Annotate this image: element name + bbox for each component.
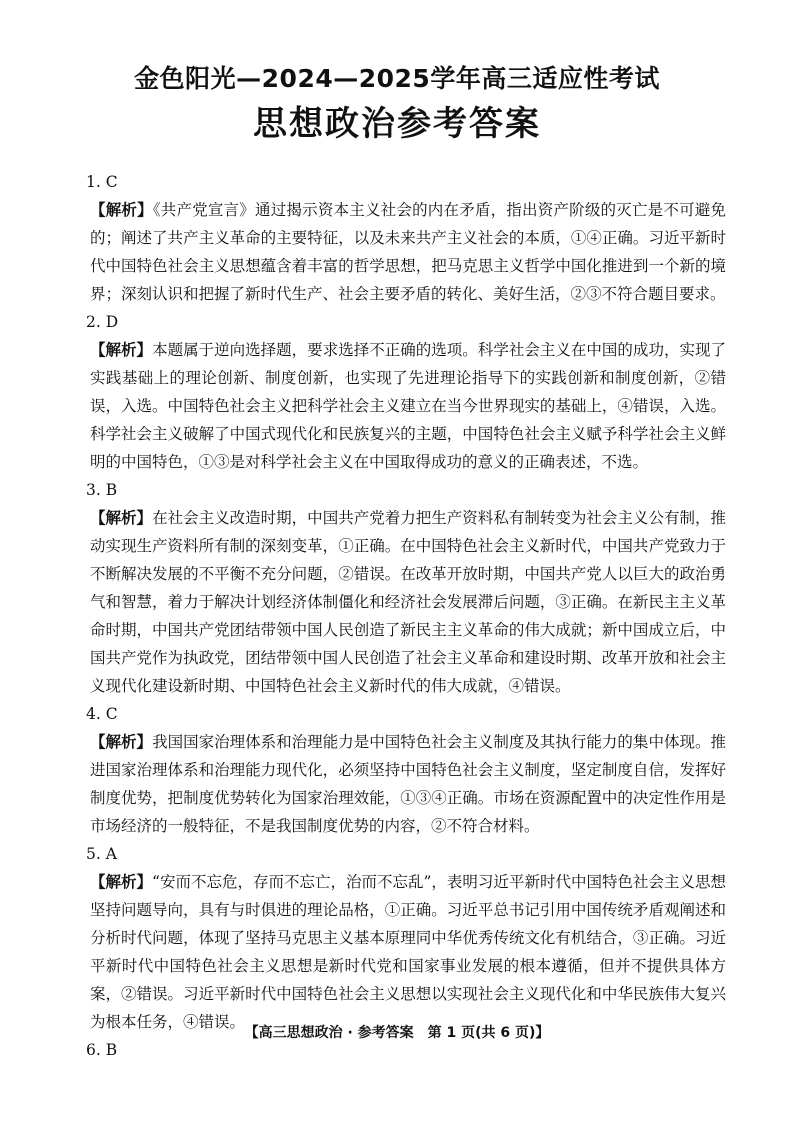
exam-title: 金色阳光—2024—2025学年高三适应性考试 (134, 64, 660, 93)
analysis-text: “安而不忘危，存而不忘亡，治而不忘乱”，表明习近平新时代中国特色社会主义思想坚持问题导向，具有与时俱进的理论品格，①正确。习近平总书记引用中国传统矛盾观阐述和分析时代问题，体现了坚持马克思主义基本原理同中华优秀传统文化有机结合，③正确。习近平新时代中国特色社会主义思想是新时代党和国家事业发展的根本遵循，但并不提供具体方案，②错误。习近平新时代中国特色社会主义思想以实现社会主义现代化和中华民族伟大复兴为根本任务，④错误。 (90, 873, 726, 1031)
question-analysis (90, 336, 726, 476)
question-answer-number: 4. C (86, 705, 118, 723)
question-analysis (90, 728, 726, 840)
question-item (86, 700, 726, 840)
analysis-tag: 【解析】 (90, 733, 153, 751)
analysis-tag: 【解析】 (90, 201, 153, 219)
question-answer-number: 2. D (86, 313, 119, 331)
analysis-text: 我国国家治理体系和治理能力是中国特色社会主义制度及其执行能力的集中体现。推进国家治理体系和治理能力现代化，必须坚持中国特色社会主义制度，坚定制度自信，发挥好制度优势，把制度优势转化为国家治理效能，①③④正确。市场在资源配置中的决定性作用是市场经济的一般特征，不是我国制度优势的内容，②不符合材料。 (90, 733, 726, 835)
question-item (86, 476, 726, 700)
answer-list (86, 168, 726, 1064)
question-item (86, 168, 726, 308)
question-answer-number: 5. A (86, 845, 117, 863)
question-item (86, 840, 726, 1036)
question-analysis (90, 196, 726, 308)
question-analysis (90, 868, 726, 1036)
analysis-text: 《共产党宣言》通过揭示资本主义社会的内在矛盾，指出资产阶级的灭亡是不可避免的；阐述了共产主义革命的主要特征，以及未来共产主义社会的本质，①④正确。习近平新时代中国特色社会主义思想蕴含着丰富的哲学思想，把马克思主义哲学中国化推进到一个新的境界；深刻认识和把握了新时代生产、社会主要矛盾的转化、美好生活，②③不符合题目要求。 (90, 201, 726, 303)
question-answer-number: 1. C (86, 173, 118, 191)
question-answer-number: 3. B (86, 481, 118, 499)
question-item (86, 308, 726, 476)
analysis-text: 在社会主义改造时期，中国共产党着力把生产资料私有制转变为社会主义公有制，推动实现生产资料所有制的深刻变革，①正确。在中国特色社会主义新时代，中国共产党致力于不断解决发展的不平衡不充分问题，②错误。在改革开放时期，中国共产党人以巨大的政治勇气和智慧，着力于解决计划经济体制僵化和经济社会发展滞后问题，③正确。在新民主主义革命时期，中国共产党团结带领中国人民创造了新民主主义革命的伟大成就；新中国成立后，中国共产党作为执政党，团结带领中国人民创造了社会主义革命和建设时期、改革开放和社会主义现代化建设新时期、中国特色社会主义新时代的伟大成就，④错误。 (90, 509, 726, 695)
analysis-tag: 【解析】 (90, 509, 153, 527)
analysis-tag: 【解析】 (90, 341, 153, 359)
question-answer-number: 6. B (86, 1041, 118, 1059)
analysis-text: 本题属于逆向选择题，要求选择不正确的选项。科学社会主义在中国的成功，实现了实践基础上的理论创新、制度创新，也实现了先进理论指导下的实践创新和制度创新，②错误，入选。中国特色社会主义把科学社会主义建立在当今世界现实的基础上，④错误，入选。科学社会主义破解了中国式现代化和民族复兴的主题，中国特色社会主义赋予科学社会主义鲜明的中国特色，①③是对科学社会主义在中国取得成功的意义的正确表述，不选。 (90, 341, 726, 471)
page-footer: 【高三思想政治 · 参考答案 第 1 页(共 6 页)】 (244, 1025, 550, 1041)
subject-title: 思想政治参考答案 (253, 104, 541, 144)
question-analysis (90, 504, 726, 700)
analysis-tag: 【解析】 (90, 873, 153, 891)
